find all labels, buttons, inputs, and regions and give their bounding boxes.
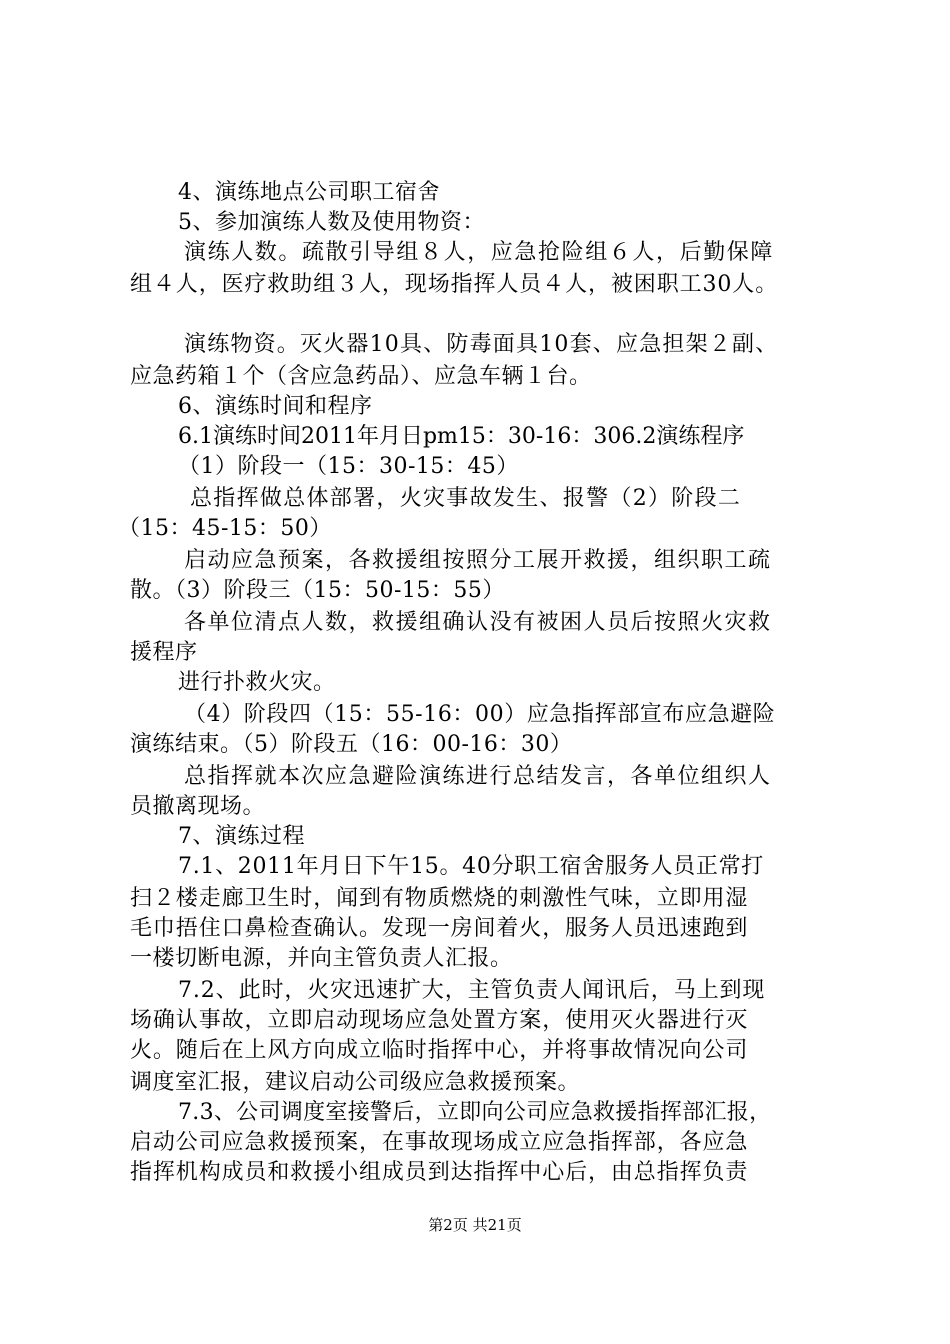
text-line: 毛巾捂住口鼻检查确认。发现一房间着火，服务人员迅速跑到 (130, 916, 749, 941)
text-line: 演练人数。疏散引导组８人，应急抢险组６人，后勤保障 (184, 240, 775, 265)
text-line: 6、演练时间和程序 (178, 394, 373, 419)
text-line: 员撤离现场。 (130, 794, 266, 819)
text-line: 演练结束。（5）阶段五（16：00-16：30） (130, 732, 573, 757)
text-line: 7、演练过程 (178, 824, 305, 849)
text-line: 援程序 (130, 640, 198, 665)
text-line: 指挥机构成员和救援小组成员到达指挥中心后，由总指挥负责 (130, 1160, 749, 1185)
text-line: 6.1演练时间2011年月日pm15：30-16：306.2演练程序 (178, 424, 745, 449)
text-line: 演练物资。灭火器10具、防毒面具10套、应急担架２副、 (184, 332, 779, 357)
text-line: 应急药箱１个（含应急药品）、应急车辆１台。 (130, 364, 592, 389)
text-line: 一楼切断电源，并向主管负责人汇报。 (130, 946, 513, 971)
text-line: 火。随后在上风方向成立临时指挥中心，并将事故情况向公司 (130, 1038, 749, 1063)
text-line: 总指挥就本次应急避险演练进行总结发言，各单位组织人 (184, 764, 772, 789)
text-line: 7.1、2011年月日下午15。40分职工宿舍服务人员正常打 (178, 854, 764, 879)
text-line: 调度室汇报，建议启动公司级应急救援预案。 (130, 1070, 581, 1095)
text-line: （15：45-15：50） (118, 516, 332, 541)
text-line: （4）阶段四（15：55-16：00）应急指挥部宣布应急避险 (184, 702, 776, 727)
text-line: 进行扑救火灾。 (178, 670, 336, 695)
text-line: 扫２楼走廊卫生时，闻到有物质燃烧的刺激性气味，立即用湿 (130, 886, 749, 911)
text-line: 4、演练地点公司职工宿舍 (178, 180, 440, 205)
text-line: 5、参加演练人数及使用物资： (178, 210, 485, 235)
text-line: 场确认事故，立即启动现场应急处置方案，使用灭火器进行灭 (130, 1008, 749, 1033)
text-line: 启动公司应急救援预案，在事故现场成立应急指挥部，各应急 (130, 1130, 749, 1155)
text-line: 组４人，医疗救助组３人，现场指挥人员４人，被困职工30人。 (130, 272, 779, 297)
text-line: 启动应急预案，各救援组按照分工展开救援，组织职工疏 (184, 548, 772, 573)
text-line: 散。（3）阶段三（15：50-15：55） (130, 578, 505, 603)
text-line: （1）阶段一（15：30-15：45） (178, 454, 519, 479)
text-line: 总指挥做总体部署，火灾事故发生、报警（2）阶段二 (190, 486, 742, 511)
page-number: 第2页 共21页 (428, 1216, 522, 1234)
text-line: 7.3、公司调度室接警后，立即向公司应急救援指挥部汇报， (178, 1100, 772, 1125)
text-line: 7.2、此时，火灾迅速扩大，主管负责人闻讯后，马上到现 (178, 978, 766, 1003)
text-line: 各单位清点人数，救援组确认没有被困人员后按照火灾救 (184, 610, 772, 635)
